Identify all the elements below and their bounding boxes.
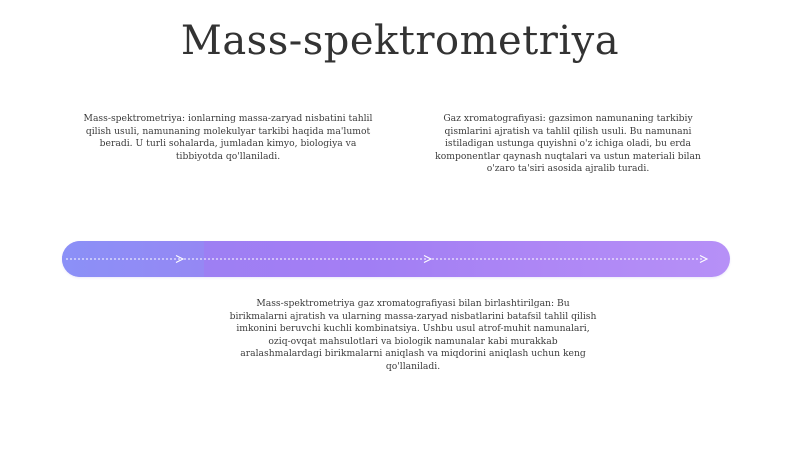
timeline-arrows <box>62 241 730 277</box>
page-title: Mass-spektrometriya <box>180 18 620 64</box>
timeline-bar <box>62 241 730 277</box>
mass-spectrometry-description: Mass-spektrometriya: ionlarning massa-zaryad nisbatini tahlil qilish usuli, namunaning molekulyar tarkibi haqida ma'lumot beradi. U turli sohalarda, jumladan kimyo, biologiya va tibbiyotda qo'llaniladi. <box>83 113 373 162</box>
gc-ms-combination-description: Mass-spektrometriya gaz xromatografiyasi bilan birlashtirilgan: Bu birikmalarni ajratish va ularning massa-zaryad nisbatlarini batafsil tahlil qilish imkonini beruvchi kuchli kombinatsiya. Ushbu usul atrof-muhit namunalari, oziq-ovqat mahsulotlari va biologik namunalar kabi murakkab aralashmalardagi birikmalarni aniqlash va miqdorini aniqlash uchun keng qo'llaniladi. <box>229 298 597 372</box>
gas-chromatography-description: Gaz xromatografiyasi: gazsimon namunaning tarkibiy qismlarini ajratish va tahlil qilish usuli. Bu namunani istiladigan ustunga quyishni o'z ichiga oladi, bu erda komponentlar qaynash nuqtalari va ustun materiali bilan o'zaro ta'siri asosida ajralib turadi. <box>435 113 701 175</box>
